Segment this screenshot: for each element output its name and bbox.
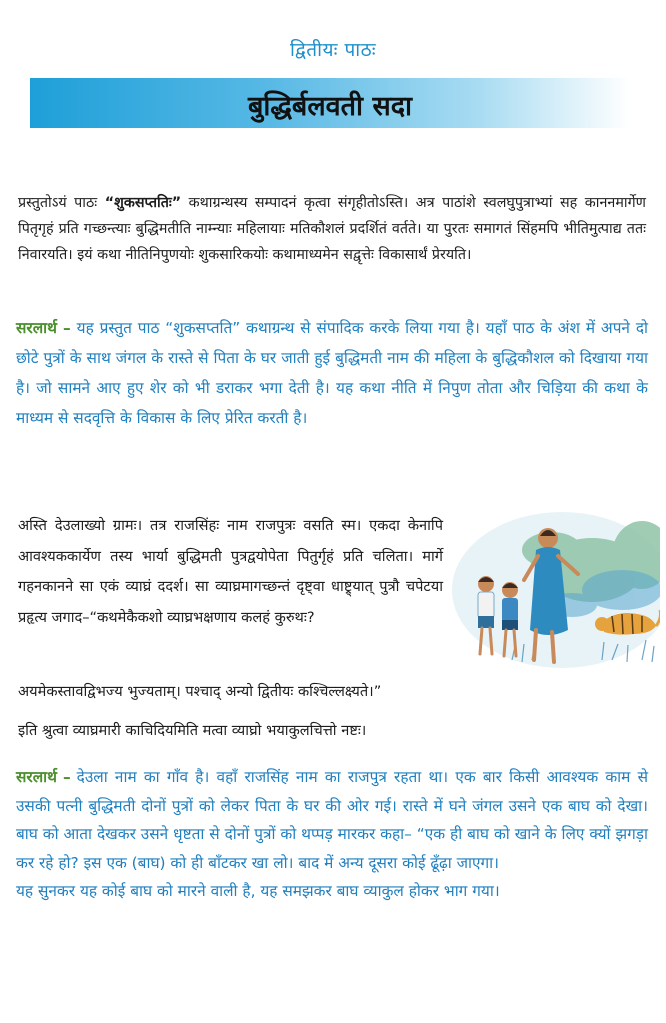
verse-line-2: अयमेकस्तावद्विभज्य भुज्यताम्। पश्चाद् अन्यो द्वितीयः कश्चिल्लक्ष्यते।” (18, 683, 382, 700)
intro-text-1: प्रस्तुतोऽयं पाठः (18, 195, 105, 211)
verse-paragraph: अस्ति देउलाख्यो ग्रामः। तत्र राजसिंहः नाम राजपुत्रः वसति स्म। एकदा केनापि आवश्यककार्येण तस्य भार्या बुद्धिमती पुत्रद्वयोपेता पितुर्गृहं प्रति चलिता। मार्गे गहनकानने सा एकं व्याघ्रं ददर्श। सा व्याघ्रमागच्छन्तं दृष्ट्वा धाष्ट्र्यात् पुत्रौ चपेटया प्रहृत्य जगाद–“कथमेकैकशो व्याघ्रभक्षणाय कलहं कुरुथः? (18, 517, 443, 626)
intro-text-2: कथाग्रन्थस्य सम्पादनं कृत्वा संगृहीतोऽस्ति। अत्र पाठांशे स्वलघुपुत्राभ्यां सह काननमार्गेण पितृगृहं प्रति गच्छन्त्याः बुद्धिमतीति नाम्न्याः महिलायाः मतिकौशलं प्रदर्शितं वर्तते। या पुरतः समागतं सिंहमपि भीतिमुत्पाद्य ततः निवारयति। इयं कथा नीतिनिपुणयोः शुकसारिकयोः कथामाध्यमेन सद्वृत्तेः विकासार्थं प्रेरयति। (18, 195, 646, 263)
meaning-dash: – (62, 768, 71, 786)
intro-paragraph (18, 190, 646, 268)
meaning-label: सरलार्थ (16, 768, 57, 786)
lesson-title: बुद्धिर्बलवती सदा (247, 91, 413, 122)
meaning-text-conclusion: यह सुनकर यह कोई बाघ को मारने वाली है, यह समझकर बाघ व्याकुल होकर भाग गया। (16, 882, 500, 900)
title-banner (30, 78, 630, 128)
meaning-dash: – (62, 319, 71, 337)
lesson-number: द्वितीयः पाठः (289, 39, 377, 61)
meaning-paragraph-1 (16, 313, 648, 433)
meaning-text: देउला नाम का गाँव है। वहाँ राजसिंह नाम का राजपुत्र रहता था। एक बार किसी आवश्यक काम से उसकी पत्नी बुद्धिमती दोनों पुत्रों को लेकर पिता के घर की ओर गई। रास्ते में घने जंगल उसने एक बाघ को देखा। बाघ को आता देखकर उसने धृष्टता से दोनों पुत्रों को थप्पड़ मारकर कहा– “एक ही बाघ को खाने के लिए क्यों झगड़ा कर रहे हो? इस एक (बाघ) को ही बाँटकर खा लो। बाद में अन्य दूसरा कोई ढूँढ़ा जाएगा। (16, 768, 648, 872)
story-illustration (452, 510, 660, 674)
meaning-paragraph-2 (16, 763, 648, 906)
meaning-text: यह प्रस्तुत पाठ “शुकसप्तति” कथाग्रन्थ से संपादिक करके लिया गया है। यहाँ पाठ के अंश में अपने दो छोटे पुत्रों के साथ जंगल के रास्ते से पिता के घर जाती हुई बुद्धिमती नाम की महिला के बुद्धिकौशल को दिखाया गया है। जो सामने आए हुए शेर को भी डराकर भगा देती है। यह कथा नीति में निपुण तोता और चिड़िया की कथा के माध्यम से सदवृत्ति के विकास के लिए प्रेरित करती है। (16, 319, 648, 427)
source-name: “शुकसप्ततिः” (104, 195, 182, 211)
meaning-label: सरलार्थ (16, 319, 57, 337)
verse-line-3: इति श्रुत्वा व्याघ्रमारी काचिदियमिति मत्वा व्याघ्रो भयाकुलचित्तो नष्टः। (18, 722, 367, 739)
